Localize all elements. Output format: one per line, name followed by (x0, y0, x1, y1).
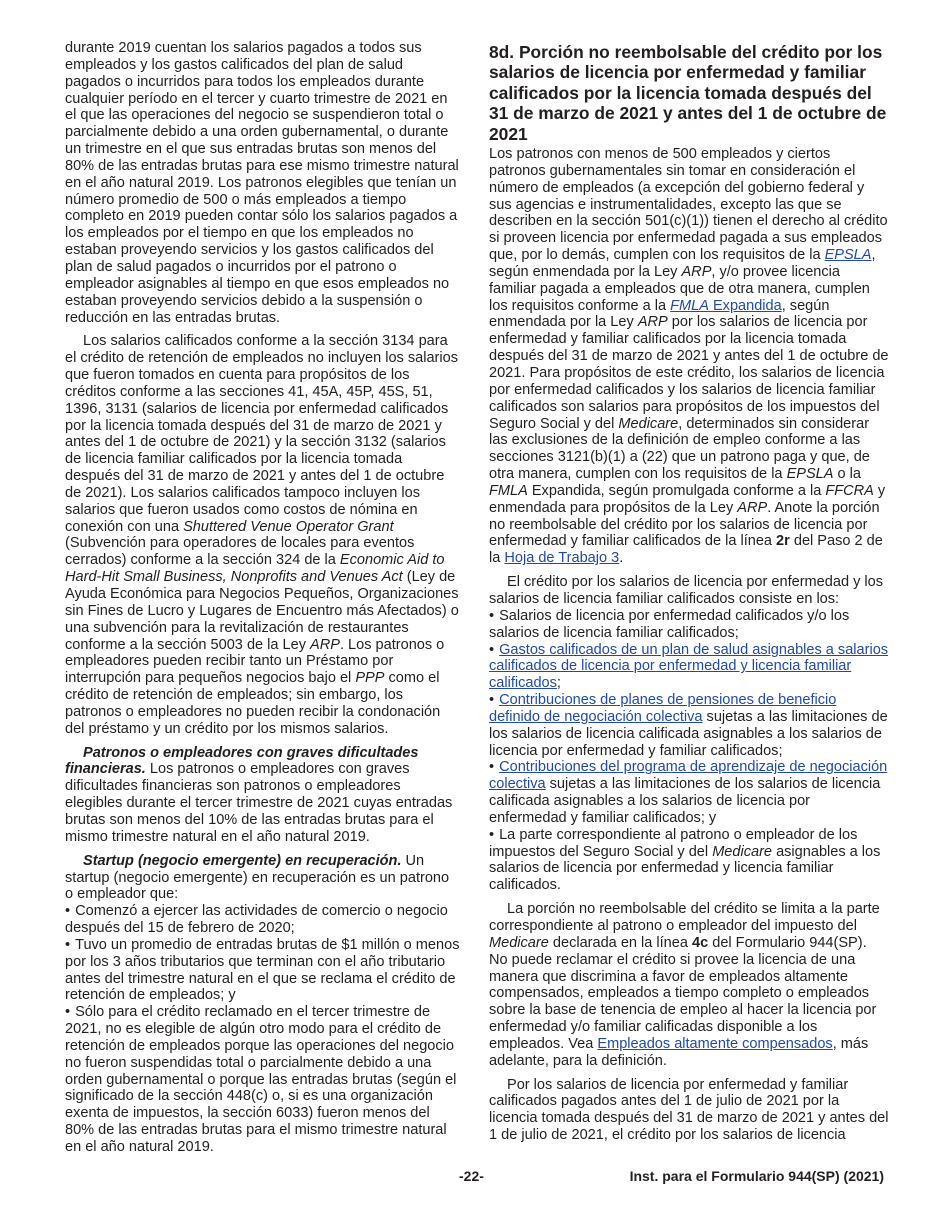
page-number: -22- (459, 1168, 484, 1184)
pension-contributions-link[interactable]: Contribuciones de planes de pensiones de beneficio definido de negociación colectiva (489, 692, 837, 725)
bullet-item: • Comenzó a ejercer las actividades de comercio o negocio después del 15 de febrero de 2020; (65, 903, 461, 937)
bullet-item: • Tuvo un promedio de entradas brutas de $1 millón o menos por los 3 años tributarios que terminan con el año tributario antes del trimestre natural en el que se reclama el crédito de retención de empleados; y (65, 937, 461, 1004)
apprenticeship-contributions-link[interactable]: Contribuciones del programa de aprendizaje de negociación colectiva (489, 759, 888, 793)
paragraph: Los patronos con menos de 500 empleados y ciertos patronos gubernamentales sin tomar en consideración el número de empleados (a excepción del gobierno federal y sus agencias e instrumentalidades, excepto las que se describen en la sección 501(c)(1)) tienen el derecho al crédito si proveen licencia por enfermedad pagada a sus empleados que, por lo demás, cumplen con los requisitos de la EPSLA, según enmendada por la Ley ARP, y/o provee licencia familiar pagada a empleados que de otra manera, cumplen los requisitos conforme a la FMLA Expandida, según enmendada por la Ley ARP por los salarios de licencia por enfermedad y familiar calificados por la licencia tomada después del 31 de marzo de 2021 y antes del 1 de octubre de 2021. Para propósitos de este crédito, los salarios de licencia por enfermedad calificados y los salarios de licencia familiar calificados son salarios para propósitos de los impuestos del Seguro Social y del Medicare, determinados sin considerar las exclusiones de la definición de empleo conforme a las secciones 3121(b)(1) a (22) que un patrono paga y que, de otra manera, cumplen con los requisitos de la EPSLA o la FMLA Expandida, según promulgada conforme a la FFCRA y enmendada para propósitos de la Ley ARP. Anote la porción no reembolsable del crédito por los salarios de licencia por enfermedad y familiar calificados de la línea 2r del Paso 2 de la Hoja de Trabajo 3. (489, 146, 889, 567)
bullet-item: • La parte correspondiente al patrono o empleador de los impuestos del Seguro Social y del Medicare asignables a los salarios de licencia por enfermedad y licencia familiar calificados. (489, 827, 889, 894)
paragraph: durante 2019 cuentan los salarios pagados a todos sus empleados y los gastos calificados del plan de salud pagados o incurridos para todos los empleados durante cualquier período en el tercer y cuarto trimestre de 2021 en el que las operaciones del negocio se suspendieron total o parcialmente debido a una orden gubernamental, o durante un trimestre en el que sus entradas brutas son menos del 80% de las entradas brutas para ese mismo trimestre natural en el año natural 2019. Los patronos elegibles que tenían un número promedio de 500 o más empleados a tiempo completo en 2019 pueden contar sólo los salarios pagados a los empleados por el tiempo en que los empleados no estaban proveyendo servicios y los gastos calificados del plan de salud pagados o incurridos por el patrono o empleador asignables al tiempo en que esos empleados no estaban proveyendo servicios debido a la suspensión o reducción en las entradas brutas. (65, 40, 459, 326)
fmla-expandida-link[interactable]: FMLA Expandida (670, 297, 782, 314)
left-column (65, 40, 461, 1156)
paragraph: Patronos o empleadores con graves dificultades financieras. Los patronos o empleadores con graves dificultades financieras son patronos o empleadores elegibles durante el tercer trimestre de 2021 cuyas entradas brutas son menos del 10% de las entradas brutas para el mismo trimestre natural en el año natural 2019. (65, 744, 453, 845)
bullet-item: • Salarios de licencia por enfermedad calificados y/o los salarios de licencia familiar calificados; (489, 608, 889, 642)
paragraph: Por los salarios de licencia por enfermedad y familiar calificados pagados antes del 1 de julio de 2021 por la licencia tomada después del 31 de marzo de 2021 y antes del 1 de julio de 2021, el crédito por los salarios de licencia (489, 1076, 889, 1144)
bullet-item: • Contribuciones del programa de aprendizaje de negociación colectiva sujetas a las limitaciones de los salarios de licencia calificada asignables a los salarios de licencia por enfermedad y familiar calificados; y (489, 759, 889, 826)
epsla-link[interactable]: EPSLA (824, 247, 872, 264)
paragraph: Los salarios calificados conforme a la sección 3134 para el crédito de retención de empleados no incluyen los salarios que fueron tomados en cuenta para propósitos de los créditos conforme a las secciones 41, 45A, 45P, 45S, 51, 1396, 3131 (salarios de licencia por enfermedad calificados por la licencia tomada después del 31 de marzo de 2021 y antes del 1 de octubre de 2021) y la sección 3132 (salarios de licencia familiar calificados por la licencia tomada después del 31 de marzo de 2021 y antes del 1 de octubre de 2021). Los salarios calificados tampoco incluyen los salarios que fueron usados como costos de nómina en conexión con una Shuttered Venue Operator Grant (Subvención para operadores de locales para eventos cerrados) conforme a la sección 324 de la Economic Aid to Hard-Hit Small Business, Nonprofits and Venues Act (Ley de Ayuda Económica para Negocios Pequeños, Organizaciones sin Fines de Lucro y Lugares de Encuentro más Afectados) o una subvención para la revitalización de restaurantes conforme a la sección 5003 de la Ley ARP. Los patronos o empleadores pueden recibir tanto un Préstamo por interrupción para pequeños negocios bajo el PPP como el crédito de retención de empleados; sin embargo, los patronos o empleadores no pueden recibir la condonación del préstamo y un crédito por los mismos salarios. (65, 333, 459, 737)
highly-compensated-link[interactable]: Empleados altamente compensados (597, 1035, 833, 1052)
bullet-item: • Contribuciones de planes de pensiones de beneficio definido de negociación colectiva sujetas a las limitaciones de los salarios de licencia calificada asignables a los salarios de licencia por enfermedad y familiar calificados; (489, 692, 889, 759)
run-in-heading: Patronos o empleadores con graves dificultades financieras. (65, 744, 419, 778)
paragraph: La porción no reembolsable del crédito se limita a la parte correspondiente al patrono o empleador del impuesto del Medicare declarada en la línea 4c del Formulario 944(SP). No puede reclamar el crédito si provee la licencia de una manera que discrimina a favor de empleados altamente compensados, empleados a tiempo completo o empleados sobre la base de tenencia de empleo al hacer la licencia por enfermedad y/o familiar calificadas disponible a los empleados. Vea Empleados altamente compensados, más adelante, para la definición. (489, 901, 880, 1069)
health-plan-expenses-link[interactable]: Gastos calificados de un plan de salud asignables a salarios calificados de licencia por enfermedad y licencia familiar calificados (489, 641, 889, 692)
bullet-item: • Sólo para el crédito reclamado en el tercer trimestre de 2021, no es elegible de algún otro modo para el crédito de retención de empleados porque las operaciones del negocio no fueron suspendidas total o parcialmente debido a una orden gubernamental o porque las entradas brutas (según el significado de la sección 448(c) o, si es una organización exenta de impuestos, la sección 6033) fueron menos del 80% de las entradas brutas para el mismo trimestre natural en el año natural 2019. (65, 1004, 461, 1156)
right-column (489, 40, 889, 1144)
bullet-item: • Gastos calificados de un plan de salud asignables a salarios calificados de licencia por enfermedad y licencia familiar calificados; (489, 642, 889, 693)
worksheet-3-link[interactable]: Hoja de Trabajo 3 (504, 550, 620, 567)
run-in-heading: Startup (negocio emergente) en recuperación. (83, 852, 402, 869)
section-heading: 8d. Porción no reembolsable del crédito por los salarios de licencia por enfermedad y familiar calificados por la licencia tomada después del 31 de marzo de 2021 y antes del 1 de octubre de 2021 (489, 42, 887, 144)
paragraph: Startup (negocio emergente) en recuperación. Un startup (negocio emergente) en recuperación es un patrono o empleador que: (65, 852, 450, 903)
form-reference: Inst. para el Formulario 944(SP) (2021) (629, 1168, 884, 1184)
paragraph: El crédito por los salarios de licencia por enfermedad y los salarios de licencia familiar calificados consiste en los: (489, 574, 883, 607)
